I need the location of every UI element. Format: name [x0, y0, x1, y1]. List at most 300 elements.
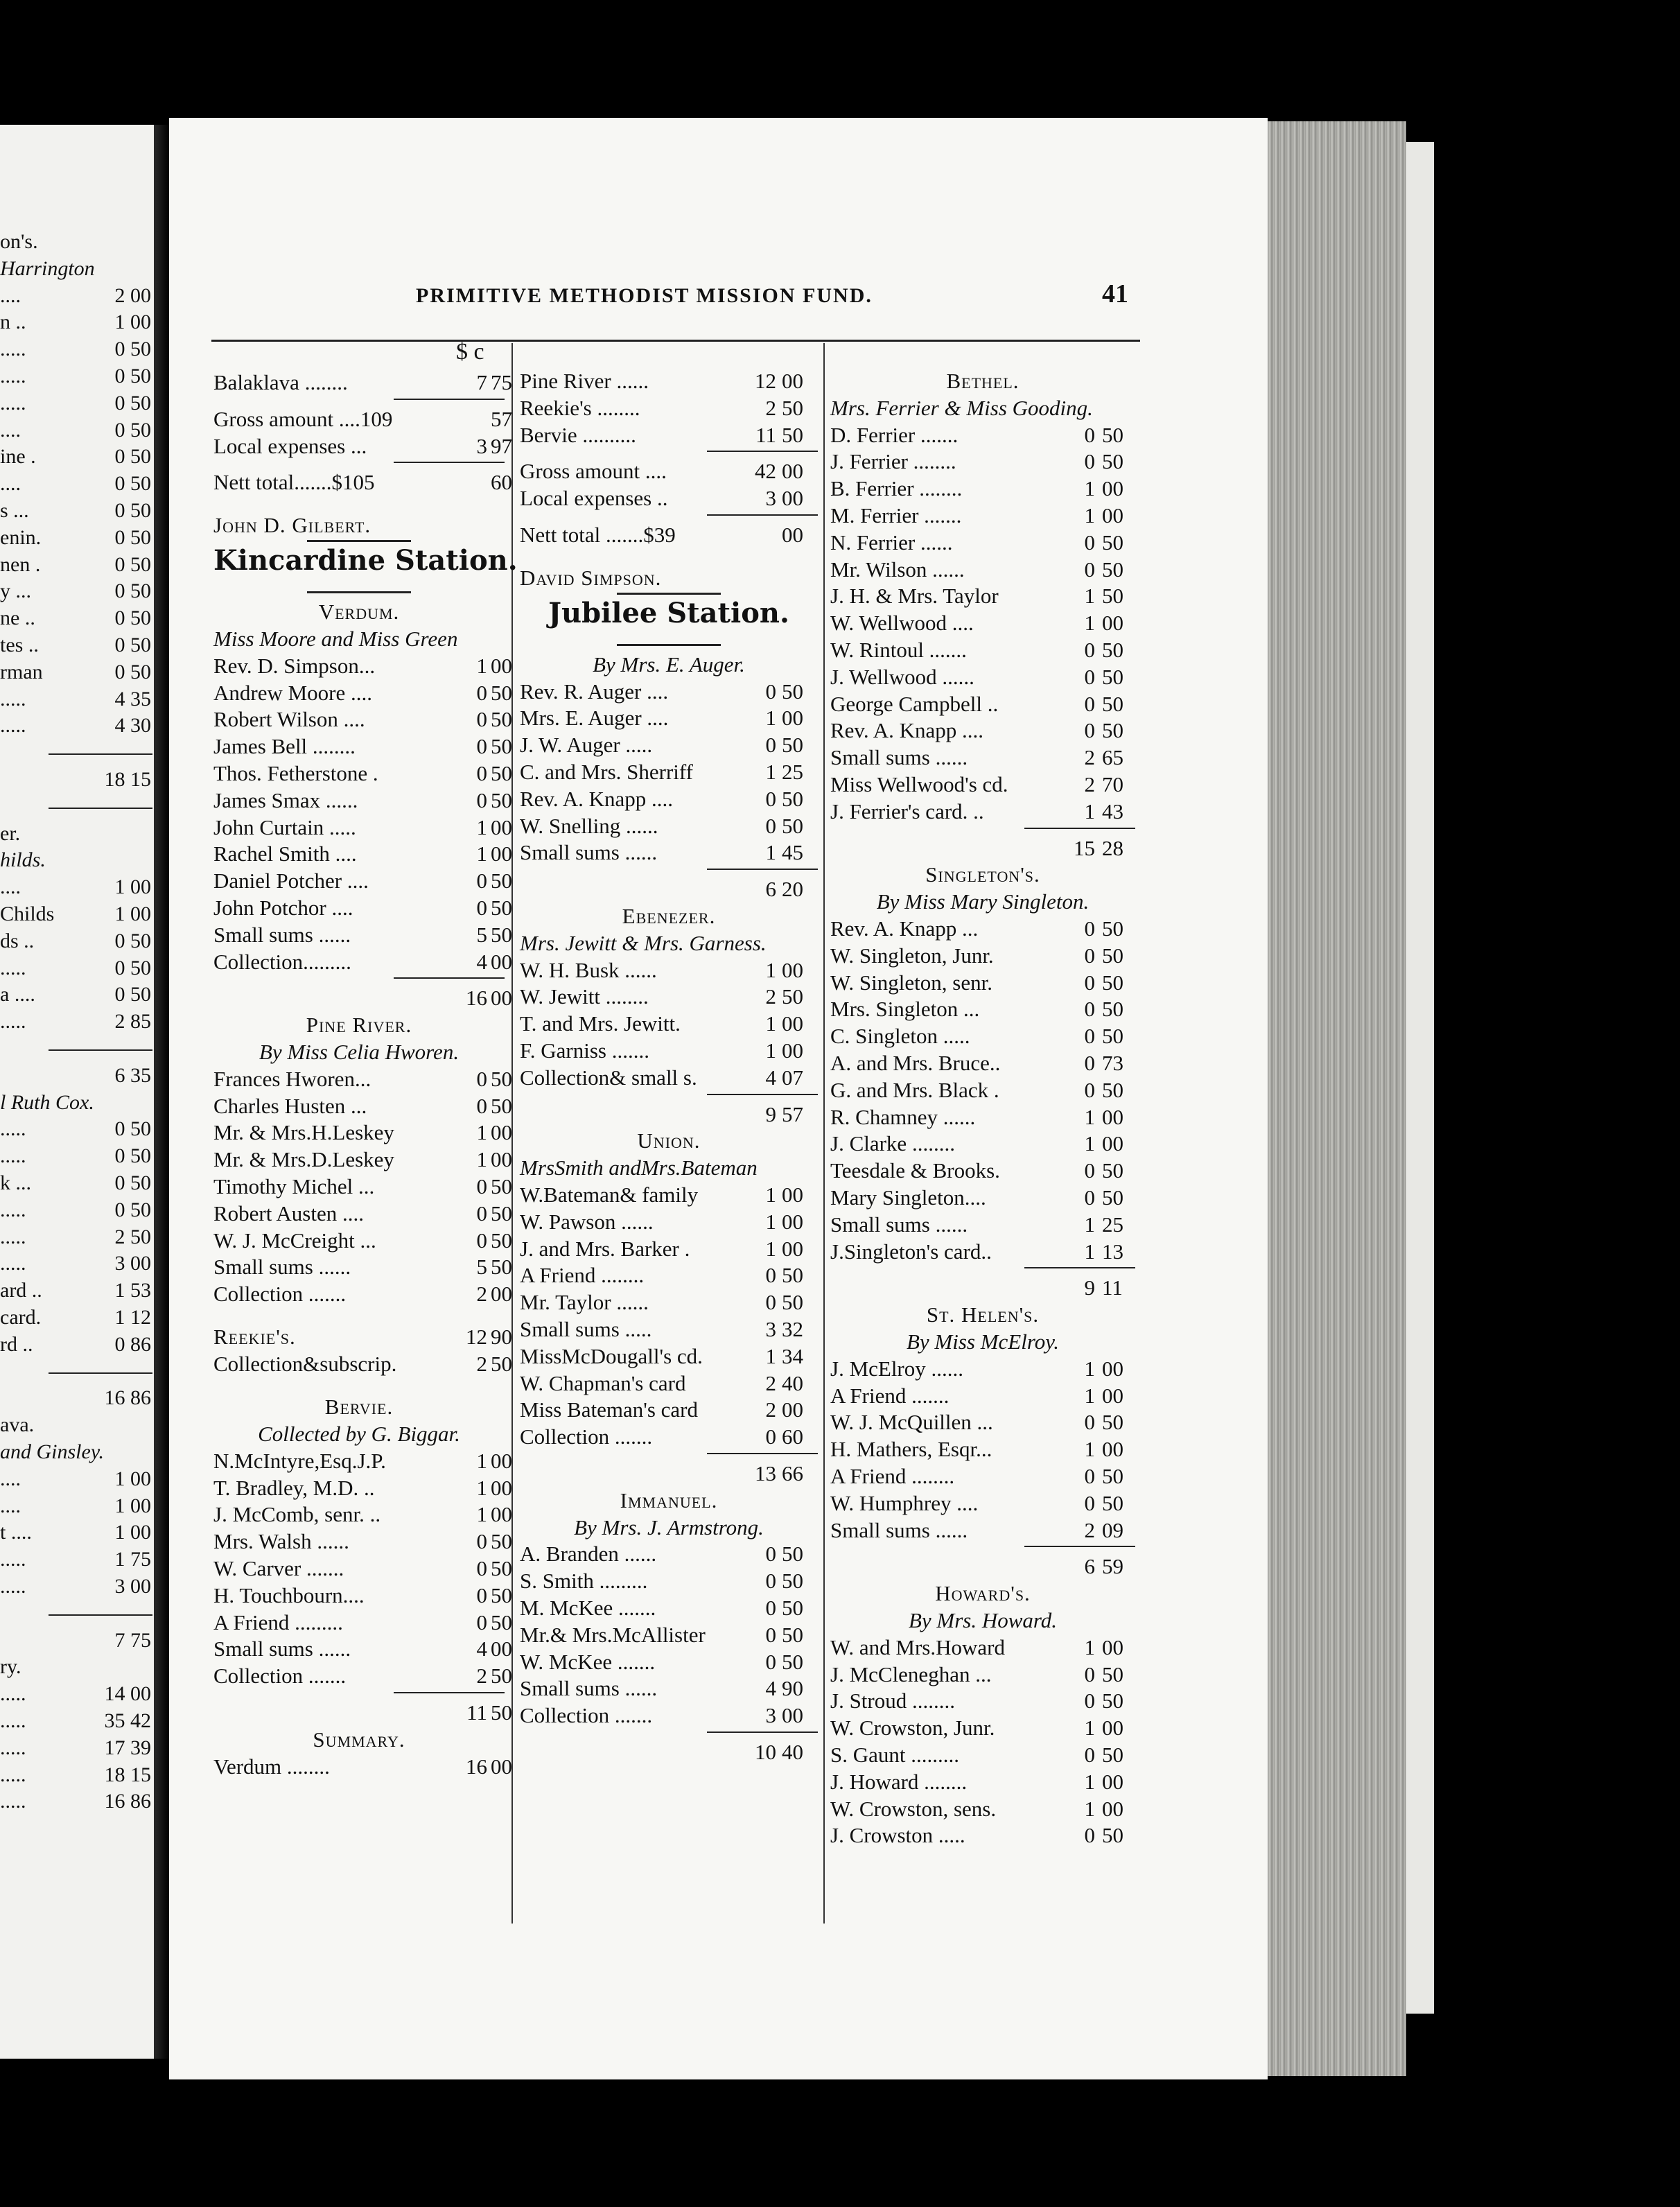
entry-name: W. J. McQuillen ... — [830, 1410, 993, 1435]
entry-name: W. Pawson ...... — [520, 1209, 654, 1234]
entry-name: Rev. A. Knapp .... — [520, 786, 673, 811]
section-heading — [830, 367, 1135, 394]
entry-row — [830, 915, 1135, 942]
left-fragment-row — [0, 1116, 154, 1142]
amount-dollars: 1 — [476, 1120, 487, 1145]
amount-cents: 50 — [1102, 1743, 1123, 1767]
entry-name: W. Singleton, Junr. — [830, 943, 994, 968]
amount-cents: 50 — [1102, 449, 1123, 474]
amount-dollars: 11 — [466, 1700, 487, 1725]
amount-cents: 00 — [491, 1147, 512, 1172]
entry-name: Mr. & Mrs.H.Leskey — [213, 1120, 394, 1145]
amount-cents: 90 — [491, 1325, 512, 1350]
left-fragment-row — [0, 1305, 154, 1331]
left-fragment-text: ..... — [0, 1736, 26, 1759]
entry-name: Small sums ...... — [213, 922, 351, 947]
entry-row — [520, 367, 818, 394]
entry-name: W. McKee ....... — [520, 1649, 656, 1674]
amount-cents: 50 — [1102, 970, 1123, 995]
amount-dollars: 1 — [476, 814, 487, 839]
entry-row — [213, 1447, 512, 1474]
left-fragment-text: a .... — [0, 983, 35, 1006]
amount-cents: 75 — [491, 370, 512, 394]
entry-row — [830, 1408, 1135, 1436]
entry-row — [520, 1262, 818, 1289]
entry-name: John Curtain ..... — [213, 814, 356, 839]
amount-cents: 57 — [491, 406, 512, 431]
entry-name: J. Wellwood ...... — [830, 664, 974, 689]
amount-cents: 50 — [491, 1582, 512, 1607]
collector-line — [830, 888, 1135, 915]
entry-row — [213, 652, 512, 679]
amount-cents: 13 — [1102, 1239, 1123, 1264]
left-fragment-amount: 6 35 — [114, 1063, 151, 1087]
amount-dollars: 1 — [765, 706, 776, 731]
left-fragment-row — [0, 1359, 154, 1385]
entry-row — [520, 1181, 818, 1208]
entry-row — [830, 1022, 1135, 1049]
amount-cents: 00 — [1102, 611, 1123, 636]
subtotal-rule — [394, 1692, 505, 1693]
left-fragment-text: on's. — [0, 230, 38, 253]
amount-cents: 60 — [491, 470, 512, 495]
left-fragment-row — [0, 283, 154, 309]
entry-row — [830, 1634, 1135, 1661]
left-fragment-row — [0, 901, 154, 927]
entry-name: M. McKee ....... — [520, 1596, 656, 1621]
amount-cents: 50 — [491, 1174, 512, 1199]
entry-name: Mrs. E. Auger .... — [520, 706, 669, 731]
left-fragment-text: .... — [0, 418, 21, 442]
left-fragment-row — [0, 1412, 154, 1438]
amount-dollars: 1 — [476, 841, 487, 866]
entry-name: Collection ....... — [213, 1664, 347, 1689]
running-header: PRIMITIVE METHODIST MISSION FUND. — [416, 284, 873, 307]
entry-row — [213, 469, 512, 496]
entry-name: W. Jewitt ........ — [520, 984, 649, 1009]
entry-name: Verdum ........ — [213, 1754, 330, 1779]
amount-dollars: 1 — [1084, 1716, 1095, 1741]
entry-name: Mary Singleton.... — [830, 1185, 986, 1210]
amount-dollars: 0 — [1084, 943, 1095, 968]
amount-dollars: 0 — [476, 869, 487, 893]
amount-dollars: 0 — [1084, 1077, 1095, 1102]
entry-name: St. Helen's. — [926, 1302, 1040, 1327]
left-fragment-amount: 4 30 — [114, 714, 151, 738]
left-fragment-row — [0, 1009, 154, 1035]
left-fragment-amount: 3 00 — [114, 1252, 151, 1275]
amount-dollars: 42 — [755, 459, 776, 484]
entry-row — [520, 1423, 818, 1450]
left-fragment-row — [0, 1332, 154, 1358]
entry-row — [213, 1474, 512, 1501]
left-fragment-row — [0, 928, 154, 954]
left-fragment-amount: 0 50 — [114, 607, 151, 630]
left-fragment-text: .... — [0, 1494, 21, 1517]
collector-line — [520, 651, 818, 678]
amount-dollars: 0 — [765, 1649, 776, 1674]
collector-line — [213, 625, 505, 652]
entry-name: W. Humphrey .... — [830, 1490, 979, 1515]
amount-cents: 50 — [1102, 1185, 1123, 1210]
amount-cents: 50 — [782, 1622, 803, 1647]
entry-name: John Potchor .... — [213, 896, 353, 921]
left-fragment-text: nen . — [0, 552, 41, 576]
amount-dollars: 0 — [765, 1622, 776, 1647]
entry-name: Howard's. — [935, 1581, 1031, 1606]
entry-name: George Campbell .. — [830, 691, 999, 716]
entry-name: W. Carver ....... — [213, 1556, 344, 1581]
entry-row — [213, 433, 512, 460]
subtotal-row — [520, 1738, 818, 1765]
entry-row — [213, 814, 512, 841]
amount-cents: 09 — [1102, 1517, 1123, 1542]
entry-name: Local expenses ... — [213, 433, 367, 458]
entry-name: Bervie. — [324, 1395, 394, 1420]
entry-name: Bethel. — [946, 369, 1020, 393]
amount-dollars: 0 — [1084, 422, 1095, 447]
collector-line — [830, 1607, 1135, 1634]
amount-dollars: 0 — [1084, 1823, 1095, 1848]
entry-name: Reekie's. — [213, 1325, 296, 1350]
left-fragment-text: Childs — [0, 902, 55, 925]
entry-row — [830, 1463, 1135, 1490]
entry-row — [213, 1253, 512, 1280]
left-fragment-text: ..... — [0, 1117, 26, 1141]
entry-name: W. Rintoul ....... — [830, 638, 967, 662]
entry-name: By Mrs. E. Auger. — [593, 652, 745, 677]
entry-name: Collection......... — [213, 949, 351, 974]
entry-name: A Friend ........ — [830, 1464, 955, 1488]
amount-dollars: 1 — [765, 1343, 776, 1368]
left-fragment-text: ine . — [0, 445, 36, 469]
left-fragment-row — [0, 1277, 154, 1304]
collector-line — [830, 1328, 1135, 1355]
entry-row — [213, 1092, 512, 1119]
left-fragment-text: l Ruth Cox. — [0, 1090, 94, 1114]
subtotal-row — [520, 1101, 818, 1128]
entry-name: Jubilee Station. — [548, 596, 789, 629]
entry-row — [830, 1687, 1135, 1714]
amount-cents: 50 — [1102, 1158, 1123, 1183]
entry-row — [830, 421, 1135, 448]
amount-cents: 50 — [491, 1201, 512, 1225]
entry-name: A Friend ......... — [213, 1610, 343, 1634]
amount-dollars: 0 — [1084, 557, 1095, 582]
left-fragment-row — [0, 471, 154, 497]
amount-dollars: 0 — [1084, 530, 1095, 555]
entry-row — [830, 529, 1135, 556]
amount-dollars: 0 — [1084, 1689, 1095, 1713]
subtotal-rule — [394, 977, 505, 979]
left-fragment-row — [0, 1735, 154, 1761]
entry-name: T. and Mrs. Jewitt. — [520, 1011, 681, 1036]
entry-name: Local expenses .. — [520, 486, 668, 511]
subtotal-rule — [394, 462, 505, 463]
entry-name: Verdum. — [318, 600, 400, 625]
entry-row — [213, 1528, 512, 1555]
entry-row — [520, 1289, 818, 1316]
entry-name: Kincardine Station. — [213, 544, 518, 577]
amount-cents: 70 — [1102, 772, 1123, 796]
left-fragment-amount: 1 00 — [114, 311, 151, 334]
entry-row — [830, 1436, 1135, 1463]
entry-row — [830, 771, 1135, 798]
entry-name: Thos. Fetherstone . — [213, 761, 378, 786]
section-rule — [617, 593, 721, 595]
entry-row — [520, 758, 818, 785]
amount-dollars: 0 — [1084, 1743, 1095, 1767]
section-heading — [520, 902, 818, 930]
left-fragment-amount: 17 39 — [104, 1736, 151, 1759]
left-fragment-text: ne .. — [0, 607, 35, 630]
entry-name: Collected by G. Biggar. — [258, 1422, 460, 1447]
entry-row — [830, 1184, 1135, 1211]
amount-cents: 00 — [1102, 1634, 1123, 1659]
amount-dollars: 1 — [1084, 1769, 1095, 1794]
entry-name: Pine River ...... — [520, 369, 649, 393]
entry-row — [520, 1343, 818, 1370]
amount-dollars: 0 — [1084, 449, 1095, 474]
entry-name: J. Ferrier's card. .. — [830, 799, 984, 823]
entry-name: J. Howard ........ — [830, 1769, 968, 1794]
amount-dollars: 0 — [476, 707, 487, 732]
amount-cents: 50 — [1102, 1410, 1123, 1435]
entry-name: A. and Mrs. Bruce.. — [830, 1051, 1001, 1075]
amount-dollars: 5 — [476, 1255, 487, 1280]
entry-name: H. Touchbourn.... — [213, 1582, 365, 1607]
previous-page-fragment — [0, 125, 157, 2059]
amount-dollars: 0 — [765, 1542, 776, 1567]
left-fragment-row — [0, 874, 154, 900]
amount-cents: 50 — [491, 1093, 512, 1118]
amount-dollars: 1 — [1084, 1634, 1095, 1659]
amount-cents: 00 — [491, 1637, 512, 1661]
left-fragment-row — [0, 1170, 154, 1196]
subtotal-rule — [1024, 1267, 1135, 1268]
entry-row — [520, 1208, 818, 1235]
amount-cents: 00 — [491, 986, 512, 1011]
left-fragment-amount: 0 50 — [114, 499, 151, 522]
amount-dollars: 1 — [1084, 1212, 1095, 1237]
entry-row — [830, 448, 1135, 475]
entry-row — [520, 839, 818, 866]
left-fragment-text: t .... — [0, 1521, 32, 1544]
amount-dollars: 1 — [1084, 1383, 1095, 1408]
amount-dollars: 0 — [1084, 1024, 1095, 1049]
entry-name: Rev. A. Knapp .... — [830, 718, 983, 743]
amount-dollars: 0 — [476, 1529, 487, 1554]
amount-cents: 50 — [491, 896, 512, 921]
left-fragment-amount: 18 15 — [104, 1763, 151, 1786]
entry-name: C. and Mrs. Sherriff — [520, 760, 693, 785]
entry-row — [830, 798, 1135, 825]
amount-cents: 00 — [1102, 1769, 1123, 1794]
amount-cents: 34 — [782, 1343, 803, 1368]
amount-dollars: 7 — [476, 370, 487, 394]
entry-row — [520, 1540, 818, 1567]
entry-name: Gross amount .... — [520, 459, 667, 484]
entry-name: Small sums ...... — [830, 1212, 968, 1237]
section-heading — [213, 512, 505, 539]
entry-row — [830, 1157, 1135, 1184]
amount-dollars: 0 — [476, 1582, 487, 1607]
amount-dollars: 0 — [476, 1066, 487, 1091]
amount-dollars: 1 — [1084, 503, 1095, 527]
entry-name: MissMcDougall's cd. — [520, 1343, 703, 1368]
amount-dollars: 6 — [765, 877, 776, 902]
section-heading — [830, 1301, 1135, 1328]
amount-cents: 00 — [1102, 1437, 1123, 1462]
entry-name: Collection ....... — [520, 1703, 653, 1728]
left-fragment-text: .... — [0, 1467, 21, 1490]
amount-cents: 57 — [782, 1101, 803, 1126]
amount-dollars: 5 — [476, 922, 487, 947]
amount-cents: 50 — [1102, 664, 1123, 689]
left-fragment-text: and Ginsley. — [0, 1440, 104, 1463]
entry-name: W. Chapman's card — [520, 1370, 686, 1395]
entry-name: A Friend ....... — [830, 1383, 950, 1408]
amount-cents: 00 — [782, 486, 803, 511]
left-fragment-row — [0, 498, 154, 524]
left-fragment-row — [0, 605, 154, 631]
left-fragment-text: .... — [0, 875, 21, 899]
amount-dollars: 0 — [1084, 1158, 1095, 1183]
amount-cents: 50 — [1102, 916, 1123, 941]
amount-dollars: 2 — [1084, 745, 1095, 770]
amount-cents: 50 — [782, 395, 803, 420]
amount-cents: 00 — [491, 1120, 512, 1145]
amount-cents: 50 — [1102, 691, 1123, 716]
amount-cents: 00 — [782, 1397, 803, 1422]
left-fragment-rule — [49, 1614, 152, 1616]
entry-name: Miss Bateman's card — [520, 1397, 698, 1422]
left-fragment-text: ..... — [0, 365, 26, 387]
left-fragment-text: ..... — [0, 687, 26, 710]
amount-dollars: 0 — [765, 1263, 776, 1288]
entry-row — [830, 717, 1135, 744]
subtotal-rule — [707, 451, 818, 452]
left-fragment-text: ..... — [0, 1252, 26, 1275]
amount-cents: 97 — [491, 433, 512, 458]
left-fragment-row — [0, 1573, 154, 1600]
amount-dollars: 3 — [765, 1317, 776, 1342]
entry-name: Small sums ...... — [213, 1255, 351, 1280]
section-heading — [213, 1726, 505, 1753]
entry-name: Rachel Smith .... — [213, 841, 357, 866]
entry-name: J. McElroy ...... — [830, 1356, 964, 1381]
amount-dollars: 1 — [1084, 584, 1095, 609]
section-heading — [830, 861, 1135, 888]
left-fragment-amount: 1 00 — [114, 875, 151, 899]
entry-name: S. Smith ......... — [520, 1569, 648, 1594]
subtotal-row — [520, 875, 818, 902]
entry-name: W. and Mrs.Howard — [830, 1634, 1005, 1659]
amount-dollars: 0 — [1084, 1410, 1095, 1435]
left-fragment-text: ..... — [0, 1682, 26, 1706]
left-fragment-amount: 1 00 — [114, 1521, 151, 1544]
amount-cents: 50 — [1102, 997, 1123, 1022]
left-fragment-amount: 0 50 — [114, 1144, 151, 1168]
entry-name: Immanuel. — [620, 1488, 718, 1512]
amount-cents: 00 — [1102, 1716, 1123, 1741]
amount-dollars: 1 — [765, 1236, 776, 1261]
entry-row — [213, 1609, 512, 1636]
amount-dollars: 13 — [755, 1461, 776, 1486]
entry-name: Collection&subscrip. — [213, 1352, 397, 1377]
amount-dollars: 0 — [765, 1424, 776, 1449]
entry-name: Mr. & Mrs.D.Leskey — [213, 1147, 394, 1172]
left-fragment-amount: 7 75 — [114, 1628, 151, 1652]
amount-cents: 50 — [782, 1569, 803, 1594]
entry-row — [520, 1702, 818, 1729]
left-fragment-row — [0, 1466, 154, 1492]
entry-name: Mrs. Walsh ...... — [213, 1529, 349, 1554]
entry-row — [213, 733, 512, 760]
entry-name: Mr.& Mrs.McAllister — [520, 1622, 706, 1647]
amount-dollars: 0 — [765, 679, 776, 704]
amount-dollars: 0 — [1084, 916, 1095, 941]
left-fragment-row — [0, 1546, 154, 1573]
entry-name: Charles Husten ... — [213, 1093, 367, 1118]
left-fragment-text: rman — [0, 660, 43, 683]
header-rule — [211, 340, 1140, 342]
entry-row — [830, 1517, 1135, 1544]
amount-dollars: 0 — [476, 1201, 487, 1225]
collector-line — [520, 930, 818, 957]
left-fragment-row — [0, 847, 154, 873]
left-fragment-text: y ... — [0, 579, 31, 603]
amount-dollars: 1 — [765, 1209, 776, 1234]
subtotal-rule — [707, 869, 818, 870]
entry-row — [830, 1130, 1135, 1157]
left-fragment-text: ..... — [0, 1010, 26, 1033]
left-fragment-rule — [49, 808, 152, 809]
amount-cents: 00 — [491, 1475, 512, 1500]
amount-cents: 28 — [1102, 835, 1123, 860]
entry-row — [520, 1037, 818, 1064]
amount-cents: 00 — [491, 1502, 512, 1527]
amount-cents: 50 — [1102, 638, 1123, 662]
amount-cents: 00 — [782, 1011, 803, 1036]
amount-dollars: 0 — [1084, 997, 1095, 1022]
amount-dollars: 2 — [1084, 772, 1095, 796]
left-fragment-amount: 16 86 — [104, 1790, 151, 1813]
left-fragment-amount: 0 50 — [114, 1171, 151, 1194]
left-fragment-text: ..... — [0, 1709, 26, 1732]
amount-cents: 00 — [1102, 1104, 1123, 1129]
amount-dollars: 1 — [1084, 1104, 1095, 1129]
section-heading — [520, 1127, 818, 1154]
entry-name: W.Bateman& family — [520, 1183, 699, 1207]
entry-name: N. Ferrier ...... — [830, 530, 953, 555]
section-heading — [520, 1487, 818, 1514]
entry-name: T. Bradley, M.D. .. — [213, 1475, 375, 1500]
entry-name: John D. Gilbert. — [213, 513, 371, 538]
left-fragment-text: ..... — [0, 1790, 26, 1813]
entry-row — [830, 1355, 1135, 1382]
entry-row — [830, 1382, 1135, 1409]
entry-name: S. Gaunt ......... — [830, 1743, 959, 1767]
amount-dollars: 3 — [765, 486, 776, 511]
amount-cents: 50 — [491, 787, 512, 812]
entry-row — [520, 394, 818, 421]
amount-cents: 50 — [1102, 1689, 1123, 1713]
entry-row — [830, 556, 1135, 583]
left-fragment-amount: 0 50 — [114, 660, 151, 683]
book-page-edges — [1268, 121, 1406, 2076]
amount-dollars: 1 — [1084, 1796, 1095, 1821]
